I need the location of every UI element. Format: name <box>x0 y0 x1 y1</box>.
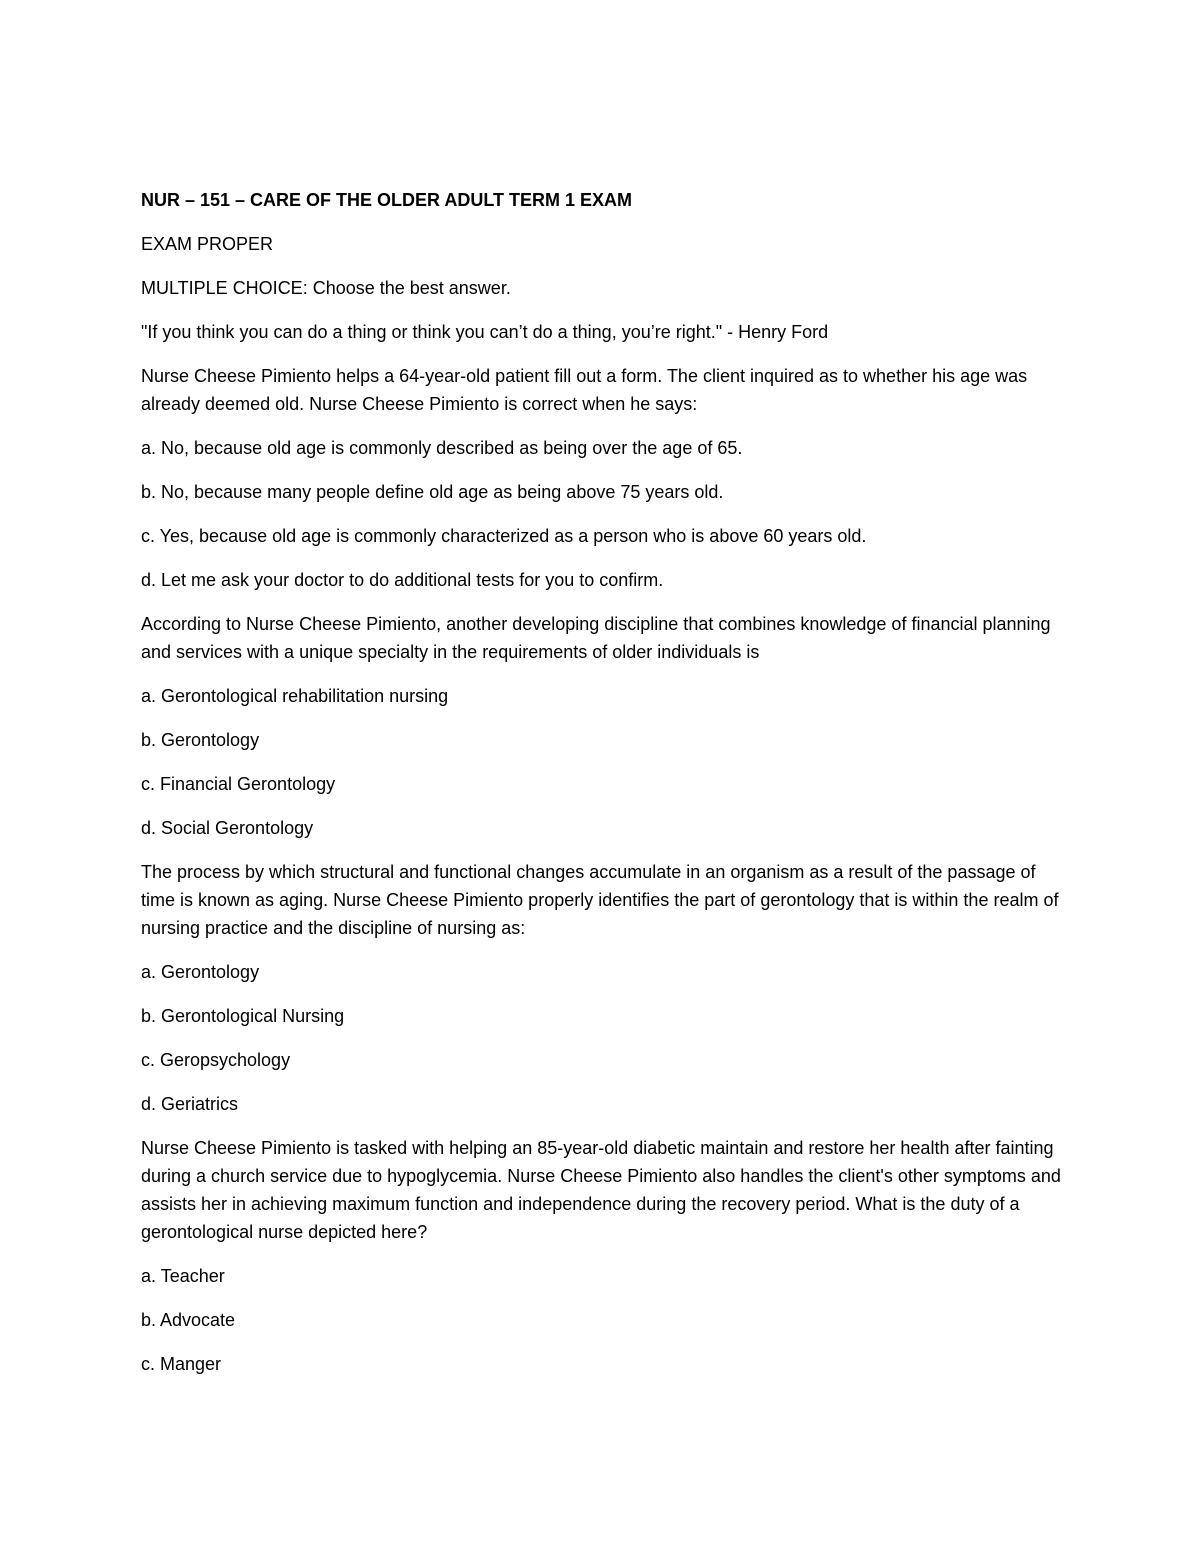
answer-option: c. Manger <box>141 1354 222 1374</box>
answer-option: c. Geropsychology <box>141 1050 291 1070</box>
answer-option: a. Teacher <box>141 1266 225 1286</box>
exam-title: NUR – 151 – CARE OF THE OLDER ADULT TERM 1 EXAM <box>141 190 633 210</box>
answer-option: a. No, because old age is commonly described as being over the age of 65. <box>141 438 743 458</box>
quote: "If you think you can do a thing or think you can’t do a thing, you’re right." - Henry Ford <box>141 322 829 342</box>
document-body <box>141 186 1061 1394</box>
question-stem: According to Nurse Cheese Pimiento, another developing discipline that combines knowledge of financial planning and services with a unique specialty in the requirements of older individuals is <box>141 614 1051 662</box>
answer-option: d. Social Gerontology <box>141 818 314 838</box>
question-stem: The process by which structural and functional changes accumulate in an organism as a result of the passage of time is known as aging. Nurse Cheese Pimiento properly identifies the part of gerontology that is within the realm of nursing practice and the discipline of nursing as: <box>141 862 1059 938</box>
answer-option: c. Financial Gerontology <box>141 774 336 794</box>
answer-option: b. Gerontological Nursing <box>141 1006 345 1026</box>
answer-option: a. Gerontology <box>141 962 260 982</box>
instructions: MULTIPLE CHOICE: Choose the best answer. <box>141 278 511 298</box>
question-stem: Nurse Cheese Pimiento helps a 64-year-old patient fill out a form. The client inquired as to whether his age was already deemed old. Nurse Cheese Pimiento is correct when he says: <box>141 366 1028 414</box>
question-stem: Nurse Cheese Pimiento is tasked with helping an 85-year-old diabetic maintain and restore her health after fainting during a church service due to hypoglycemia. Nurse Cheese Pimiento also handles the client's other symptoms and assists her in achieving maximum function and independence during the recovery period. What is the duty of a gerontological nurse depicted here? <box>141 1138 1061 1242</box>
answer-option: d. Geriatrics <box>141 1094 239 1114</box>
answer-option: c. Yes, because old age is commonly characterized as a person who is above 60 years old. <box>141 526 867 546</box>
answer-option: b. No, because many people define old age as being above 75 years old. <box>141 482 724 502</box>
answer-option: b. Gerontology <box>141 730 260 750</box>
answer-option: a. Gerontological rehabilitation nursing <box>141 686 449 706</box>
section-heading: EXAM PROPER <box>141 234 274 254</box>
answer-option: b. Advocate <box>141 1310 236 1330</box>
answer-option: d. Let me ask your doctor to do additional tests for you to confirm. <box>141 570 664 590</box>
